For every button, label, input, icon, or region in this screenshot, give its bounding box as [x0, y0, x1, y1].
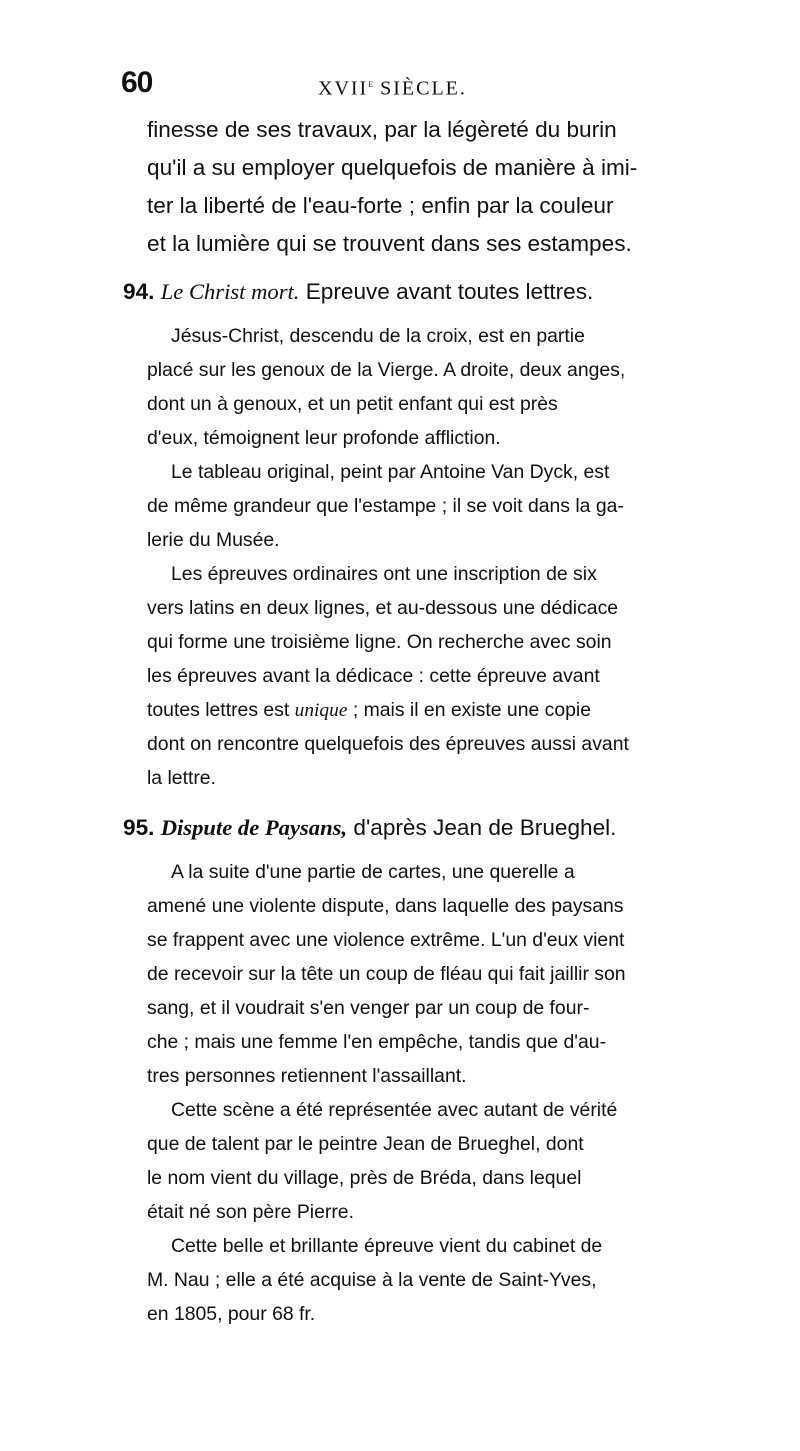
entry-title-rest: Epreuve avant toutes lettres.	[299, 279, 594, 304]
running-head-superscript: e	[368, 76, 374, 90]
text-line: dont un à genoux, et un petit enfant qui est près	[147, 393, 558, 415]
text-line: les épreuves avant la dédicace : cette épreuve avant	[147, 665, 600, 687]
running-head-word: SIÈCLE.	[373, 77, 467, 100]
emphasis: unique	[294, 700, 348, 721]
text-line: en 1805, pour 68 fr.	[147, 1303, 316, 1325]
text-line: M. Nau ; elle a été acquise à la vente de Saint-Yves,	[147, 1269, 597, 1291]
entry-number: 94.	[123, 279, 155, 304]
entry-title: Dispute de Paysans,	[160, 815, 348, 840]
text-segment: toutes lettres est	[147, 699, 295, 721]
text-line	[147, 699, 591, 722]
text-line: Le tableau original, peint par Antoine Van Dyck, est	[171, 461, 610, 483]
text-line: dont on rencontre quelquefois des épreuves aussi avant	[147, 733, 629, 755]
entry-number: 95.	[123, 815, 155, 840]
text-line: et la lumière qui se trouvent dans ses estampes.	[147, 231, 632, 256]
text-line: placé sur les genoux de la Vierge. A droite, deux anges,	[147, 359, 626, 381]
text-line: de même grandeur que l'estampe ; il se voit dans la ga-	[147, 495, 624, 517]
entry-title-rest: d'après Jean de Brueghel.	[347, 815, 617, 840]
text-line: la lettre.	[147, 767, 216, 789]
text-line: qu'il a su employer quelquefois de manière à imi-	[147, 155, 638, 180]
text-segment: ; mais il en existe une copie	[347, 699, 592, 721]
entry-heading-95	[123, 815, 616, 841]
text-line: qui forme une troisième ligne. On recherche avec soin	[147, 631, 612, 653]
text-line: Cette scène a été représentée avec autant de vérité	[171, 1099, 618, 1121]
text-line: se frappent avec une violence extrême. L'un d'eux vient	[147, 929, 625, 951]
entry-title: Le Christ mort.	[160, 279, 300, 304]
text-line: Les épreuves ordinaires ont une inscription de six	[171, 563, 597, 585]
text-line: Cette belle et brillante épreuve vient du cabinet de	[171, 1235, 603, 1257]
entry-heading-94	[123, 279, 593, 305]
text-line: lerie du Musée.	[147, 529, 280, 551]
text-line: A la suite d'une partie de cartes, une querelle a	[171, 861, 575, 883]
text-line: amené une violente dispute, dans laquelle des paysans	[147, 895, 624, 917]
text-line: le nom vient du village, près de Bréda, dans lequel	[147, 1167, 582, 1189]
running-head-century: XVII	[318, 77, 369, 100]
text-line: che ; mais une femme l'en empêche, tandis que d'au-	[147, 1031, 607, 1053]
text-line: sang, et il voudrait s'en venger par un coup de four-	[147, 997, 590, 1019]
text-line: finesse de ses travaux, par la légèreté du burin	[147, 117, 617, 142]
text-line: que de talent par le peintre Jean de Brueghel, dont	[147, 1133, 584, 1155]
text-line: de recevoir sur la tête un coup de fléau qui fait jaillir son	[147, 963, 626, 985]
text-line: vers latins en deux lignes, et au-dessous une dédicace	[147, 597, 619, 619]
page-number: 60	[121, 66, 153, 99]
text-line: d'eux, témoignent leur profonde affliction.	[147, 427, 501, 449]
text-line: ter la liberté de l'eau-forte ; enfin par la couleur	[147, 193, 614, 218]
text-line: Jésus-Christ, descendu de la croix, est en partie	[171, 325, 585, 347]
text-line: tres personnes retiennent l'assaillant.	[147, 1065, 467, 1087]
text-line: était né son père Pierre.	[147, 1201, 354, 1223]
